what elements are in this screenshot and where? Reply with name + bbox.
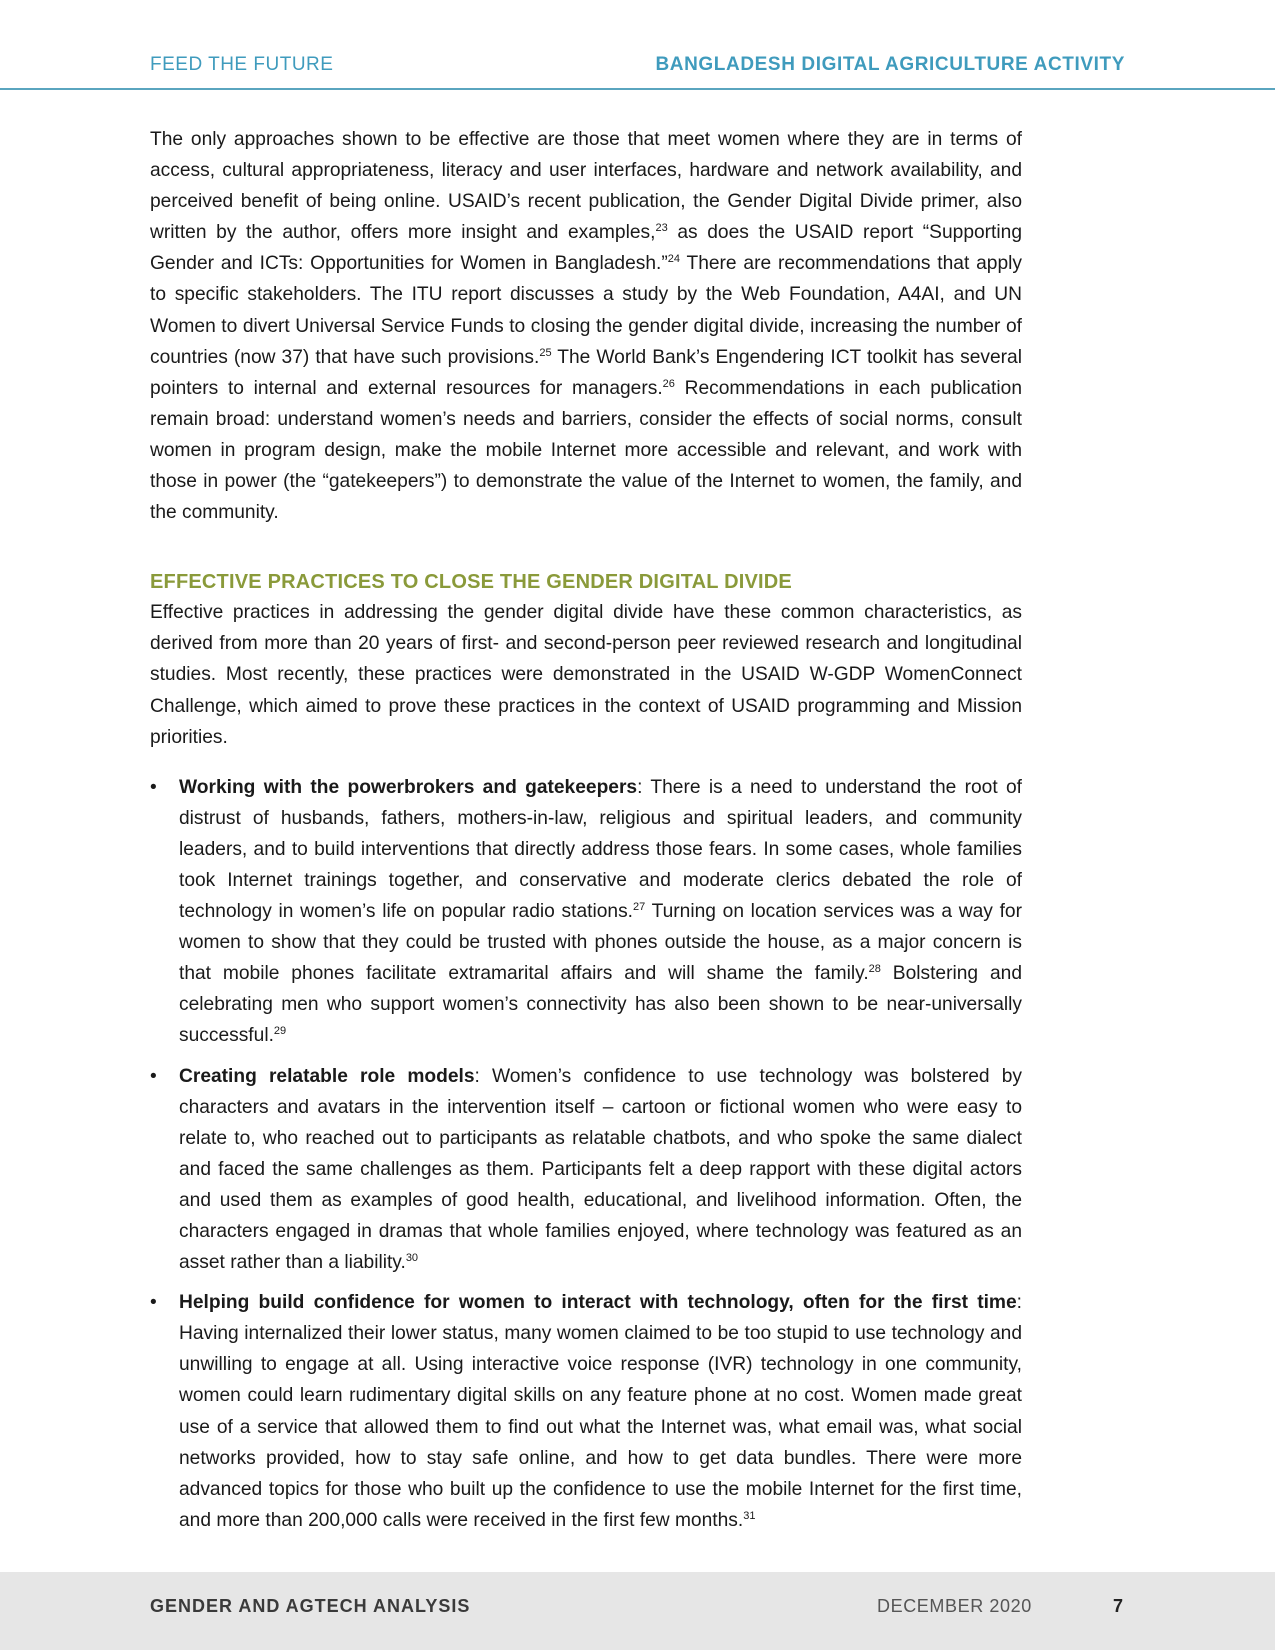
footnote-ref[interactable]: 31 [743,1509,756,1522]
header-activity-title: BANGLADESH DIGITAL AGRICULTURE ACTIVITY [655,54,1125,75]
bullet-marker: • [150,776,157,798]
section-intro-paragraph: Effective practices in addressing the gender digital divide have these common characteristics, as derived from more than 20 years of first- and second-person peer reviewed research and longitudinal studies. Most recently, these practices were demonstrated in the USAID W-GDP WomenConnect Challenge, which aimed to prove these practices in the context of USAID programming and Mission priorities. [150,602,1022,748]
footnote-ref[interactable]: 27 [633,901,646,914]
header-program-name: FEED THE FUTURE [150,54,334,75]
main-content [150,124,1022,1545]
list-item-title: Creating relatable role models [179,1065,475,1087]
footnote-ref[interactable]: 29 [273,1025,287,1038]
list-item: • Creating relatable role models: Women’s confidence to use technology was bolstered by characters and avatars in the intervention itself – cartoon or fictional women who were easy to relate to, who reached out to participants as relatable chatbots, and who spoke the same dialect and faced the same challenges as them. Participants felt a deep rapport with these digital actors and used them as examples of good health, educational, and livelihood information. Often, the characters engaged in dramas that whole families enjoyed, where technology was featured as an asset rather than a liability.$^{30}$ [150,1061,1022,1279]
intro-paragraph: The only approaches shown to be effective are those that meet women where they are in terms of access, cultural appropriateness, literacy and user interfaces, hardware and network availability, and perceived benefit of being online. USAID’s recent publication, the Gender Digital Divide primer, also written by the author, offers more insight and examples,$^{23}$ as does the USAID report “Supporting Gender and ICTs: Opportunities for Women in Bangladesh.”$^{24}$ There are recommendations that apply to specific stakeholders. The ITU report discusses a study by the Web Foundation, A4AI, and UN Women to divert Universal Service Funds to closing the gender digital divide, increasing the number of countries (now 37) that have such provisions.$^{25}$ The World Bank’s Engendering ICT toolkit has several pointers to internal and external resources for managers.$^{26}$ Recommendations in each publication remain broad: understand women’s needs and barriers, consider the effects of social norms, consult women in program design, make the mobile Internet more accessible and relevant, and work with those in power (the “gatekeepers”) to demonstrate the value of the Internet to women, the family, and the community. [150,129,1022,524]
bullet-marker: • [150,1292,157,1314]
section-heading: EFFECTIVE PRACTICES TO CLOSE THE GENDER DIGITAL DIVIDE [150,571,792,594]
list-item-title: Working with the powerbrokers and gatekeepers [179,776,638,798]
list-item: • Working with the powerbrokers and gatekeepers: There is a need to understand the root of distrust of husbands, fathers, mothers-in-law, religious and spiritual leaders, and community leaders, and to build interventions that directly address those fears. In some cases, whole families took Internet trainings together, and conservative and moderate clerics debated the role of technology in women’s life on popular radio stations.$^{27}$ Turning on location services was a way for women to show that they could be trusted with phones outside the house, as a major concern is that mobile phones facilitate extramarital affairs and will shame the family.$^{28}$ Bolstering and celebrating men who support women’s connectivity has also been shown to be near-universally successful.$^{29}$ [150,772,1022,1052]
footnote-ref[interactable]: 23 [655,222,668,235]
footnote-ref[interactable]: 28 [868,963,881,976]
footer-date: DECEMBER 2020 [877,1596,1032,1616]
list-item-title: Helping build confidence for women to interact with technology, often for the first time [179,1292,1017,1314]
page-footer [0,1572,1275,1650]
page-number: 7 [1113,1596,1124,1616]
footnote-ref[interactable]: 30 [405,1252,419,1265]
footnote-ref[interactable]: 26 [662,377,675,390]
list-item: • Helping build confidence for women to interact with technology, often for the first time: Having internalized their lower status, many women claimed to be too stupid to use technology and unwilling to engage at all. Using interactive voice response (IVR) technology in one community, women could learn rudimentary digital skills on any feature phone at no cost. Women made great use of a service that allowed them to find out what the Internet was, what email was, what social networks provided, how to stay safe online, and how to get data bundles. There were more advanced topics for those who built up the confidence to use the mobile Internet for the first time, and more than 200,000 calls were received in the first few months.$^{31}$ [150,1287,1022,1536]
footnote-ref[interactable]: 25 [539,346,552,359]
practices-list [150,772,1022,1536]
bullet-marker: • [150,1065,157,1087]
page-header [0,0,1275,90]
footer-document-title: GENDER AND AGTECH ANALYSIS [150,1596,471,1616]
footnote-ref[interactable]: 24 [667,253,680,266]
